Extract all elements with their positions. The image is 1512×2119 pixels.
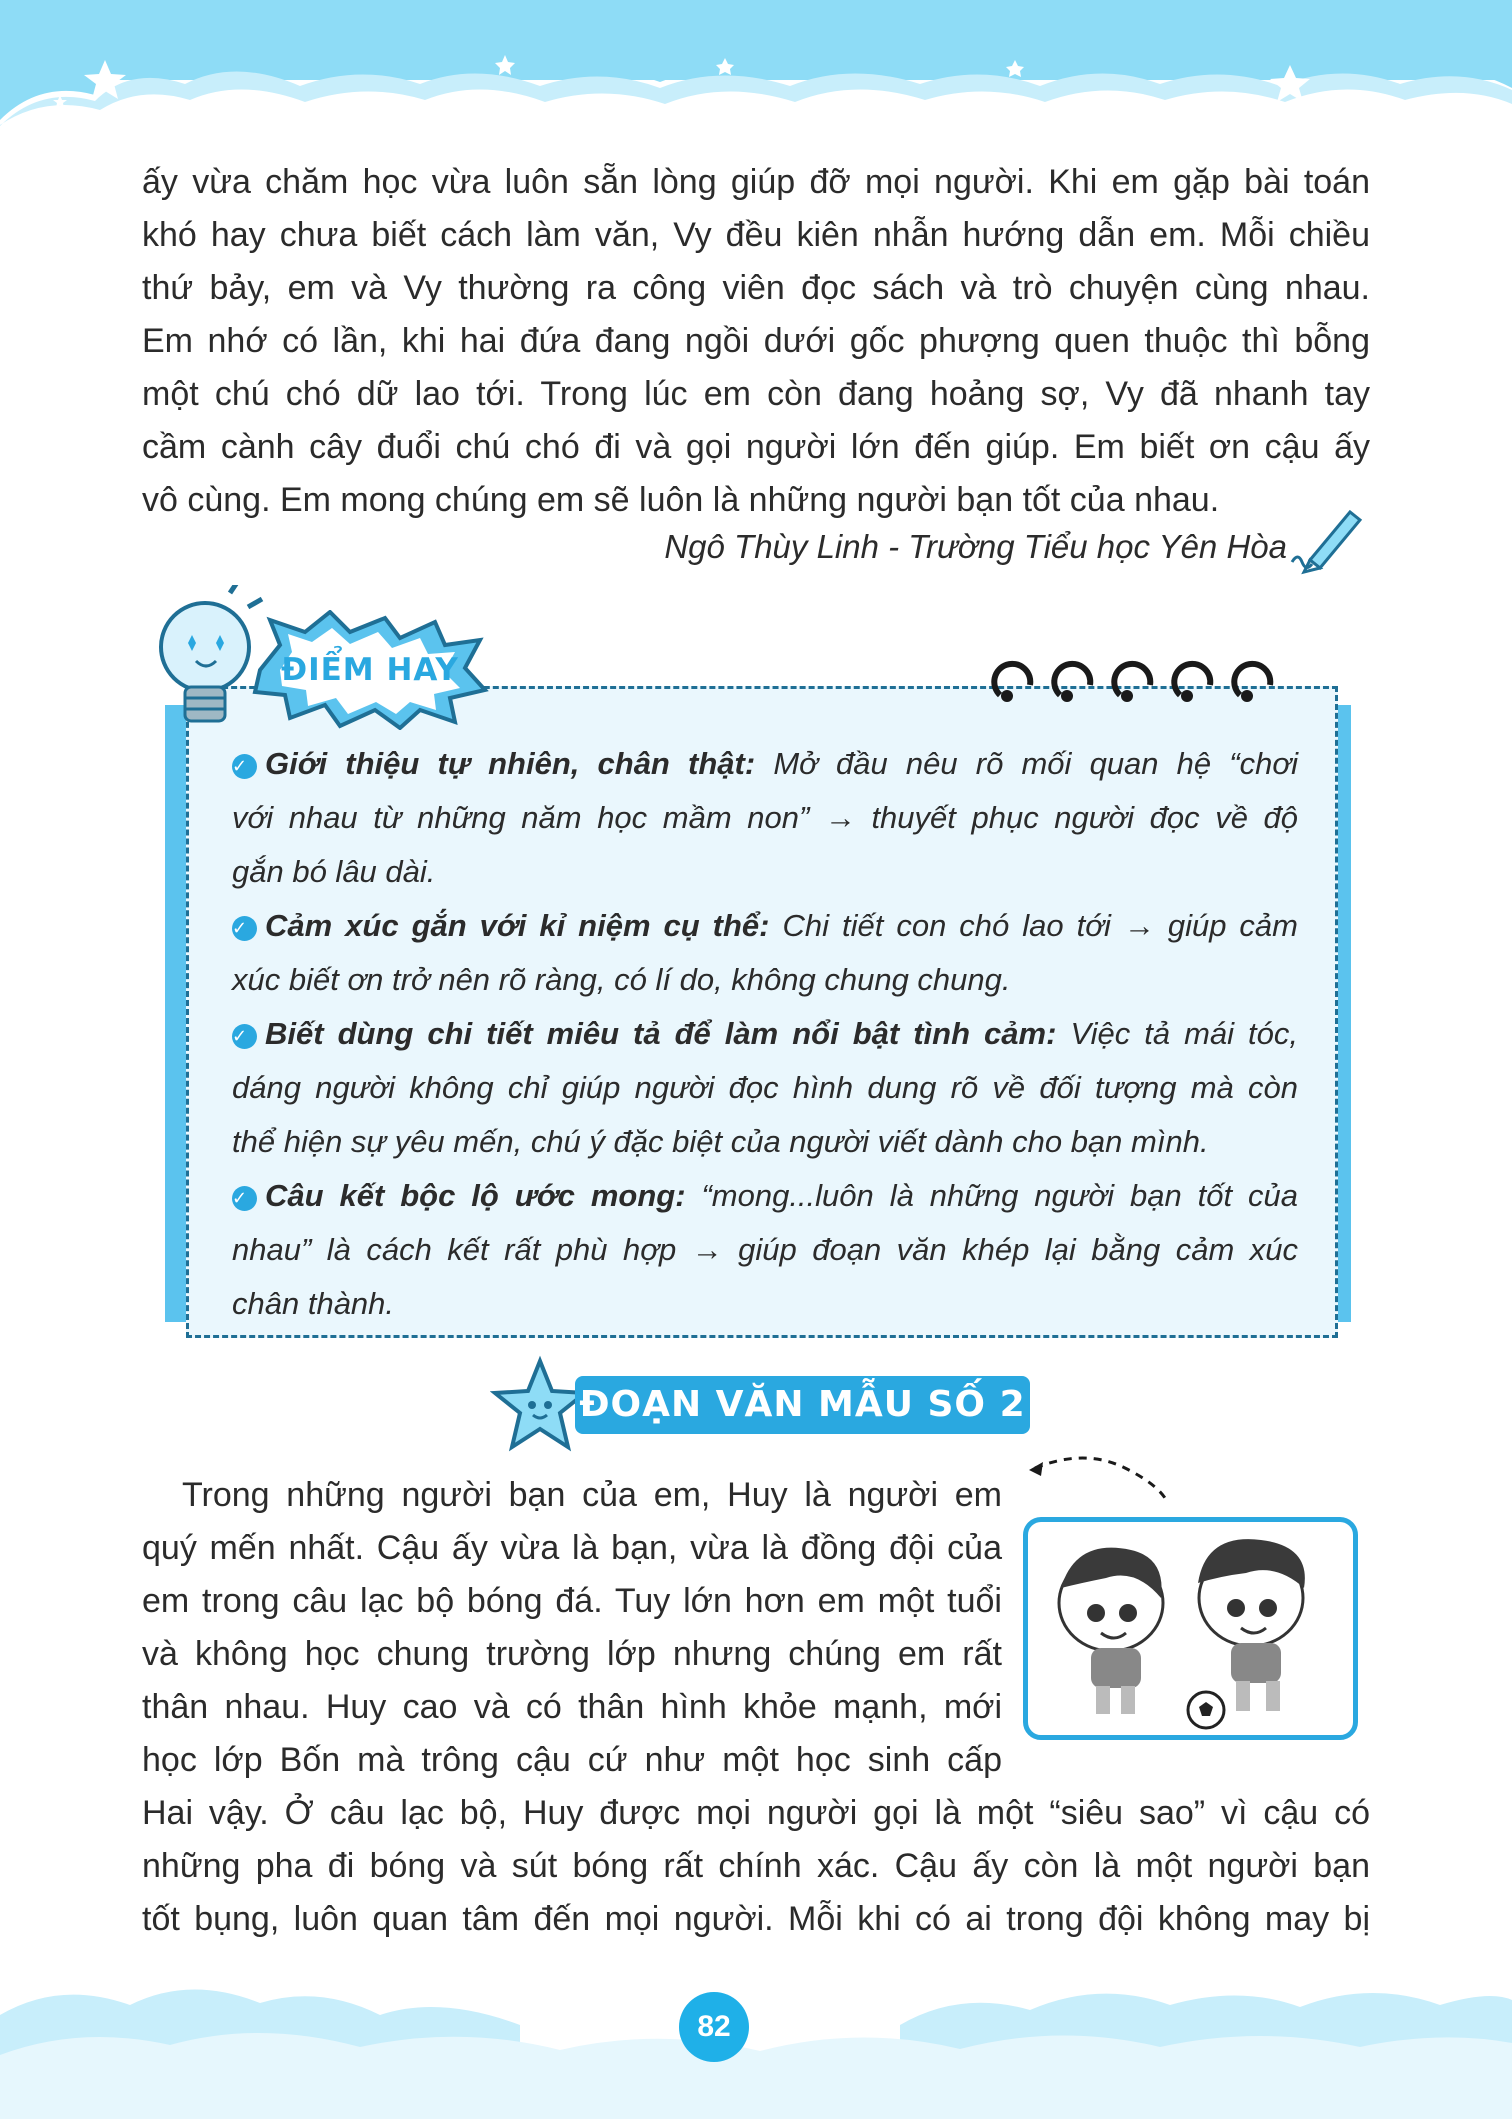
- tip-item: [232, 1169, 1298, 1223]
- text-line: học lớp Bốn mà trông cậu cứ như một học sinh cấp: [142, 1741, 1002, 1779]
- paragraph-continued: [142, 156, 1370, 527]
- footer-cloud-banner: [0, 1985, 1512, 2119]
- text-line: vô cùng. Em mong chúng em sẽ luôn là những người bạn tốt của nhau.: [142, 481, 1220, 519]
- tips-badge-label: ĐIỂM HAY: [281, 652, 459, 688]
- text-line: thứ bảy, em và Vy thường ra công viên đọc sách và trò chuyện cùng nhau.: [142, 269, 1370, 307]
- pen-icon: [1290, 500, 1370, 580]
- text-line: và không học chung trường lớp nhưng chúng em rất: [142, 1635, 1002, 1673]
- boys-playing-soccer-illustration: [1036, 1528, 1346, 1733]
- tips-list: [232, 737, 1298, 1331]
- text-line: khó hay chưa biết cách làm văn, Vy đều kiên nhẫn hướng dẫn em. Mỗi chiều: [142, 216, 1370, 254]
- tip-item: [232, 737, 1298, 791]
- tip-text: gắn bó lâu dài.: [232, 854, 436, 889]
- tip-text: “mong...luôn là những người bạn tốt của: [685, 1178, 1298, 1213]
- text-line: cầm cành cây đuổi chú chó đi và gọi người lớn đến giúp. Em biết ơn cậu ấy: [142, 428, 1370, 466]
- tip-text: nhau” là cách kết rất phù hợp → giúp đoạn văn khép lại bằng cảm xúc: [232, 1232, 1298, 1267]
- paragraph-two-wide: [142, 1787, 1370, 1946]
- tip-title: Câu kết bộc lộ ước mong:: [265, 1178, 686, 1213]
- tip-text: Việc tả mái tóc,: [1056, 1016, 1299, 1051]
- author-signature: Ngô Thùy Linh - Trường Tiểu học Yên Hòa: [664, 528, 1287, 565]
- tip-item: [232, 1007, 1298, 1061]
- text-line: thân nhau. Huy cao và có thân hình khỏe mạnh, mới: [142, 1688, 1002, 1726]
- header-cloud-banner: [0, 0, 1512, 140]
- paragraph-two-narrow: [142, 1469, 1002, 1787]
- tip-title: Biết dùng chi tiết miêu tả để làm nổi bật tình cảm:: [265, 1016, 1057, 1051]
- text-line: Em nhớ có lần, khi hai đứa đang ngồi dưới gốc phượng quen thuộc thì bỗng: [142, 322, 1370, 360]
- section-title: ĐOẠN VĂN MẪU SỐ 2: [579, 1384, 1026, 1425]
- text-line: quý mến nhất. Cậu ấy vừa là bạn, vừa là đồng đội của: [142, 1529, 1002, 1567]
- text-line: Hai vậy. Ở câu lạc bộ, Huy được mọi người gọi là một “siêu sao” vì cậu có: [142, 1794, 1370, 1832]
- tip-text: thể hiện sự yêu mến, chú ý đặc biệt của người viết dành cho bạn mình.: [232, 1124, 1209, 1159]
- tip-text: chân thành.: [232, 1286, 395, 1321]
- ball-trajectory-icon: [1025, 1448, 1175, 1508]
- tip-text: với nhau từ những năm học mầm non” → thuyết phục người đọc về độ: [232, 800, 1298, 835]
- tip-title: Cảm xúc gắn với kỉ niệm cụ thể:: [265, 908, 770, 943]
- text-line: một chú chó dữ lao tới. Trong lúc em còn đang hoảng sợ, Vy đã nhanh tay: [142, 375, 1370, 413]
- text-line: tốt bụng, luôn quan tâm đến mọi người. Mỗi khi có ai trong đội không may bị: [142, 1900, 1370, 1938]
- check-circle-icon: ✓: [232, 916, 257, 941]
- text-line: những pha đi bóng và sút bóng rất chính xác. Cậu ấy còn là một người bạn: [142, 1847, 1370, 1885]
- spiral-binding-icon: [985, 650, 1285, 710]
- text-line: em trong câu lạc bộ bóng đá. Tuy lớn hơn em một tuổi: [142, 1582, 1002, 1620]
- tip-text: Chi tiết con chó lao tới → giúp cảm: [769, 908, 1298, 943]
- tip-text: xúc biết ơn trở nên rõ ràng, có lí do, không chung chung.: [232, 962, 1011, 997]
- text-line: Trong những người bạn của em, Huy là người em: [182, 1476, 1002, 1514]
- check-circle-icon: ✓: [232, 1024, 257, 1049]
- check-circle-icon: ✓: [232, 754, 257, 779]
- tip-text: Mở đầu nêu rõ mối quan hệ “chơi: [755, 746, 1299, 781]
- text-line: ấy vừa chăm học vừa luôn sẵn lòng giúp đỡ mọi người. Khi em gặp bài toán: [142, 163, 1370, 201]
- tip-text: dáng người không chỉ giúp người đọc hình dung rõ về đối tượng mà còn: [232, 1070, 1298, 1105]
- page-number: 82: [697, 2010, 731, 2043]
- check-circle-icon: ✓: [232, 1186, 257, 1211]
- tip-item: [232, 899, 1298, 953]
- tip-title: Giới thiệu tự nhiên, chân thật:: [265, 746, 756, 781]
